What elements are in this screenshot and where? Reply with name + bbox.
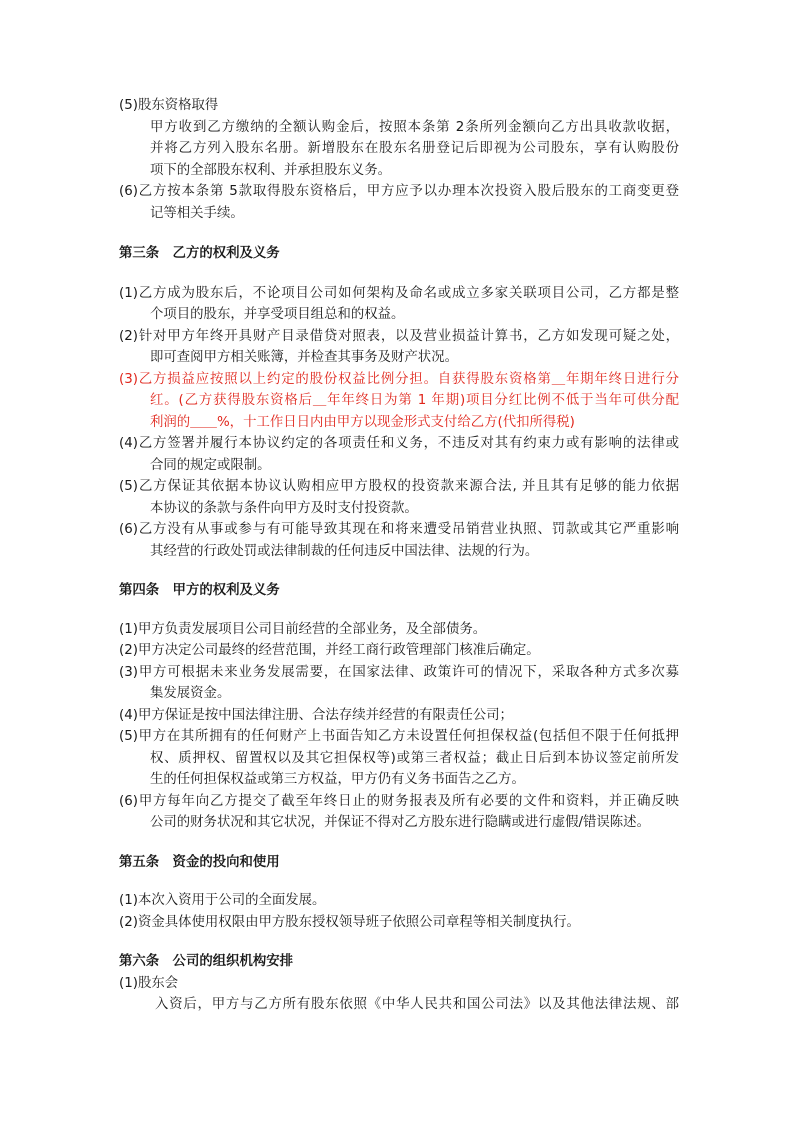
clause-5-line: 项下的全部股东权利、并承担股东义务。 bbox=[150, 162, 392, 178]
sec3-item-6-line: (6)乙方没有从事或参与有可能导致其现在和将来遭受吊销营业执照、罚款或其它严重影响 bbox=[119, 522, 679, 537]
sec4-item-4-line: (4)甲方保证是按中国法律注册、合法存续并经营的有限责任公司； bbox=[119, 707, 513, 723]
section-heading-5: 第五条 资金的投向和使用 bbox=[119, 854, 280, 870]
sec6-sub1-line: 入资后，甲方与乙方所有股东依照《中华人民共和国公司法》以及其他法律法规、部 bbox=[155, 997, 679, 1012]
sec3-item-2-line: 即可查阅甲方相关账簿，并检查其事务及财产状况。 bbox=[150, 350, 458, 365]
clause-6-line: 记等相关手续。 bbox=[150, 205, 244, 221]
sec3-item-5-line: (5)乙方保证其依据本协议认购相应甲方股权的投资款来源合法, 并且其有足够的能力依据 bbox=[119, 479, 679, 494]
sec4-item-1-line: (1)甲方负责发展项目公司目前经营的全部业务，及全部债务。 bbox=[119, 621, 487, 637]
sec3-item-4-line: (4)乙方签署并履行本协议约定的各项责任和义务，不违反对其有约束力或有影响的法律或 bbox=[119, 436, 679, 451]
sec3-item-1-line: (1)乙方成为股东后，不论项目公司如何架构及命名或成立多家关联项目公司，乙方都是整 bbox=[119, 285, 679, 301]
sec3-item-4-line: 合同的规定或限制。 bbox=[150, 457, 271, 473]
section-heading-4: 第四条 甲方的权利及义务 bbox=[119, 583, 280, 598]
sec4-item-6-line: 公司的财务状况和其它状况，并保证不得对乙方股东进行隐瞒或进行虚假/错误陈述。 bbox=[150, 815, 650, 830]
sec4-item-5-line: 生的任何担保权益或第三方权益，甲方仍有义务书面告之乙方。 bbox=[150, 772, 525, 787]
sec3-item-3-line: 红。(乙方获得股东资格后＿年年终日为第 1 年期)项目分红比例不低于当年可供分配 bbox=[150, 393, 679, 408]
clause-6-line: (6)乙方按本条第 5款取得股东资格后，甲方应予以办理本次投资入股后股东的工商变更登 bbox=[119, 184, 679, 199]
section-heading-3: 第三条 乙方的权利及义务 bbox=[119, 246, 280, 261]
clause-5-title: (5)股东资格取得 bbox=[119, 98, 219, 113]
clause-5-line: 并将乙方列入股东名册。新增股东在股东名册登记后即视为公司股东，享有认购股份 bbox=[150, 141, 679, 156]
document-page bbox=[119, 95, 679, 1016]
sec3-item-3-line: (3)乙方损益应按照以上约定的股份权益比例分担。自获得股东资格第＿年期年终日进行分 bbox=[119, 371, 679, 387]
sec3-item-6-line: 其经营的行政处罚或法律制裁的任何违反中国法律、法规的行为。 bbox=[150, 543, 539, 559]
sec5-item-1-line: (1)本次入资用于公司的全面发展。 bbox=[119, 893, 326, 908]
sec3-item-3-line: 利润的＿＿%，十工作日日内由甲方以现金形式支付给乙方(代扣所得税) bbox=[150, 414, 575, 430]
sec6-sub1-title: (1)股东会 bbox=[119, 975, 179, 991]
sec4-item-3-line: 集发展资金。 bbox=[150, 686, 231, 701]
sec4-item-5-line: 权、质押权、留置权以及其它担保权等)或第三者权益；截止日后到本协议签定前所发 bbox=[150, 750, 679, 766]
sec3-item-1-line: 个项目的股东，并享受项目组总和的权益。 bbox=[150, 307, 405, 322]
sec4-item-6-line: (6)甲方每年向乙方提交了截至年终日止的财务报表及所有必要的文件和资料，并正确反映 bbox=[119, 793, 679, 809]
sec5-item-2-line: (2)资金具体使用权限由甲方股东授权领导班子依照公司章程等相关制度执行。 bbox=[119, 914, 580, 930]
sec4-item-3-line: (3)甲方可根据未来业务发展需要，在国家法律、政策许可的情况下，采取各种方式多次募 bbox=[119, 664, 679, 680]
clause-5-line: 甲方收到乙方缴纳的全额认购金后，按照本条第 2条所列金额向乙方出具收款收据， bbox=[150, 119, 679, 135]
sec4-item-5-line: (5)甲方在其所拥有的任何财产上书面告知乙方未设置任何担保权益(包括但不限于任何抵押 bbox=[119, 729, 679, 744]
sec4-item-2-line: (2)甲方决定公司最终的经营范围，并经工商行政管理部门核准后确定。 bbox=[119, 643, 540, 658]
section-heading-6: 第六条 公司的组织机构安排 bbox=[119, 954, 294, 969]
sec3-item-2-line: (2)针对甲方年终开具财产目录借贷对照表，以及营业损益计算书，乙方如发现可疑之处， bbox=[119, 328, 679, 344]
sec3-item-5-line: 本协议的条款与条件向甲方及时支付投资款。 bbox=[150, 500, 418, 516]
